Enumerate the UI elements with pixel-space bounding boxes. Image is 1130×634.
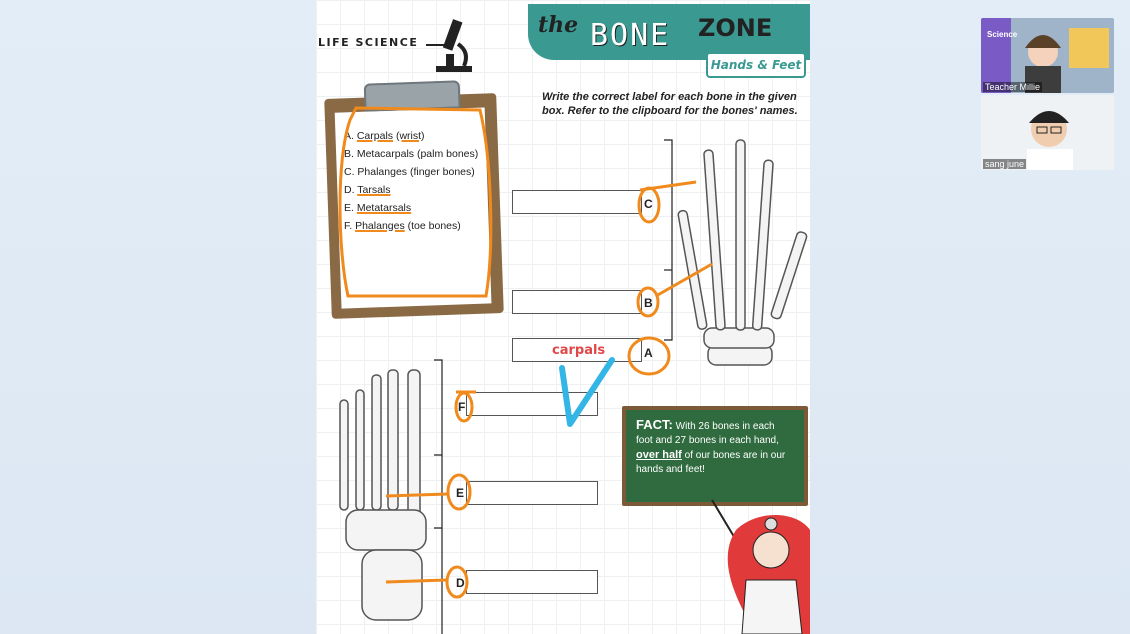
participant-tile-student[interactable] bbox=[981, 95, 1114, 170]
participant-name-student: sang june bbox=[985, 159, 1025, 169]
banner-the: the bbox=[538, 12, 579, 38]
label-b: B bbox=[644, 296, 653, 310]
answer-carpals: carpals bbox=[552, 343, 606, 358]
label-c: C bbox=[644, 197, 653, 211]
label-d: D bbox=[456, 576, 465, 590]
fact-emphasis: over half bbox=[636, 449, 682, 461]
participant-name-teacher: Teacher Millie bbox=[985, 82, 1041, 92]
list-item: B. Metacarpals (palm bones) bbox=[344, 148, 479, 160]
banner-zone: ZONE bbox=[698, 14, 773, 42]
fact-heading: FACT: bbox=[636, 417, 673, 432]
banner-bone: BONE bbox=[590, 18, 671, 53]
fact-text-1: With 26 bones in each foot and 27 bones in each hand, bbox=[636, 421, 779, 446]
shared-worksheet bbox=[316, 0, 810, 634]
doctor-cartoon-illustration bbox=[316, 0, 810, 634]
label-a: A bbox=[644, 346, 653, 360]
participant-tile-teacher[interactable] bbox=[981, 18, 1114, 93]
list-item: A. Carpals (wrist) bbox=[344, 130, 425, 142]
label-e: E bbox=[456, 486, 465, 500]
label-f: F bbox=[458, 400, 466, 414]
list-item: D. Tarsals bbox=[344, 184, 391, 196]
list-item: E. Metatarsals bbox=[344, 202, 412, 214]
subtitle-tab: Hands & Feet bbox=[706, 52, 806, 78]
fact-text-2: of our bones are in our hands and feet! bbox=[636, 450, 786, 475]
instructions: Write the correct label for each bone in the given box. Refer to the clipboard for the bones' names. bbox=[542, 91, 798, 117]
subject-heading: LIFE SCIENCE bbox=[318, 36, 419, 49]
slide-label: Science bbox=[987, 30, 1018, 39]
list-item: F. Phalanges (toe bones) bbox=[344, 220, 461, 232]
list-item: C. Phalanges (finger bones) bbox=[344, 166, 475, 178]
